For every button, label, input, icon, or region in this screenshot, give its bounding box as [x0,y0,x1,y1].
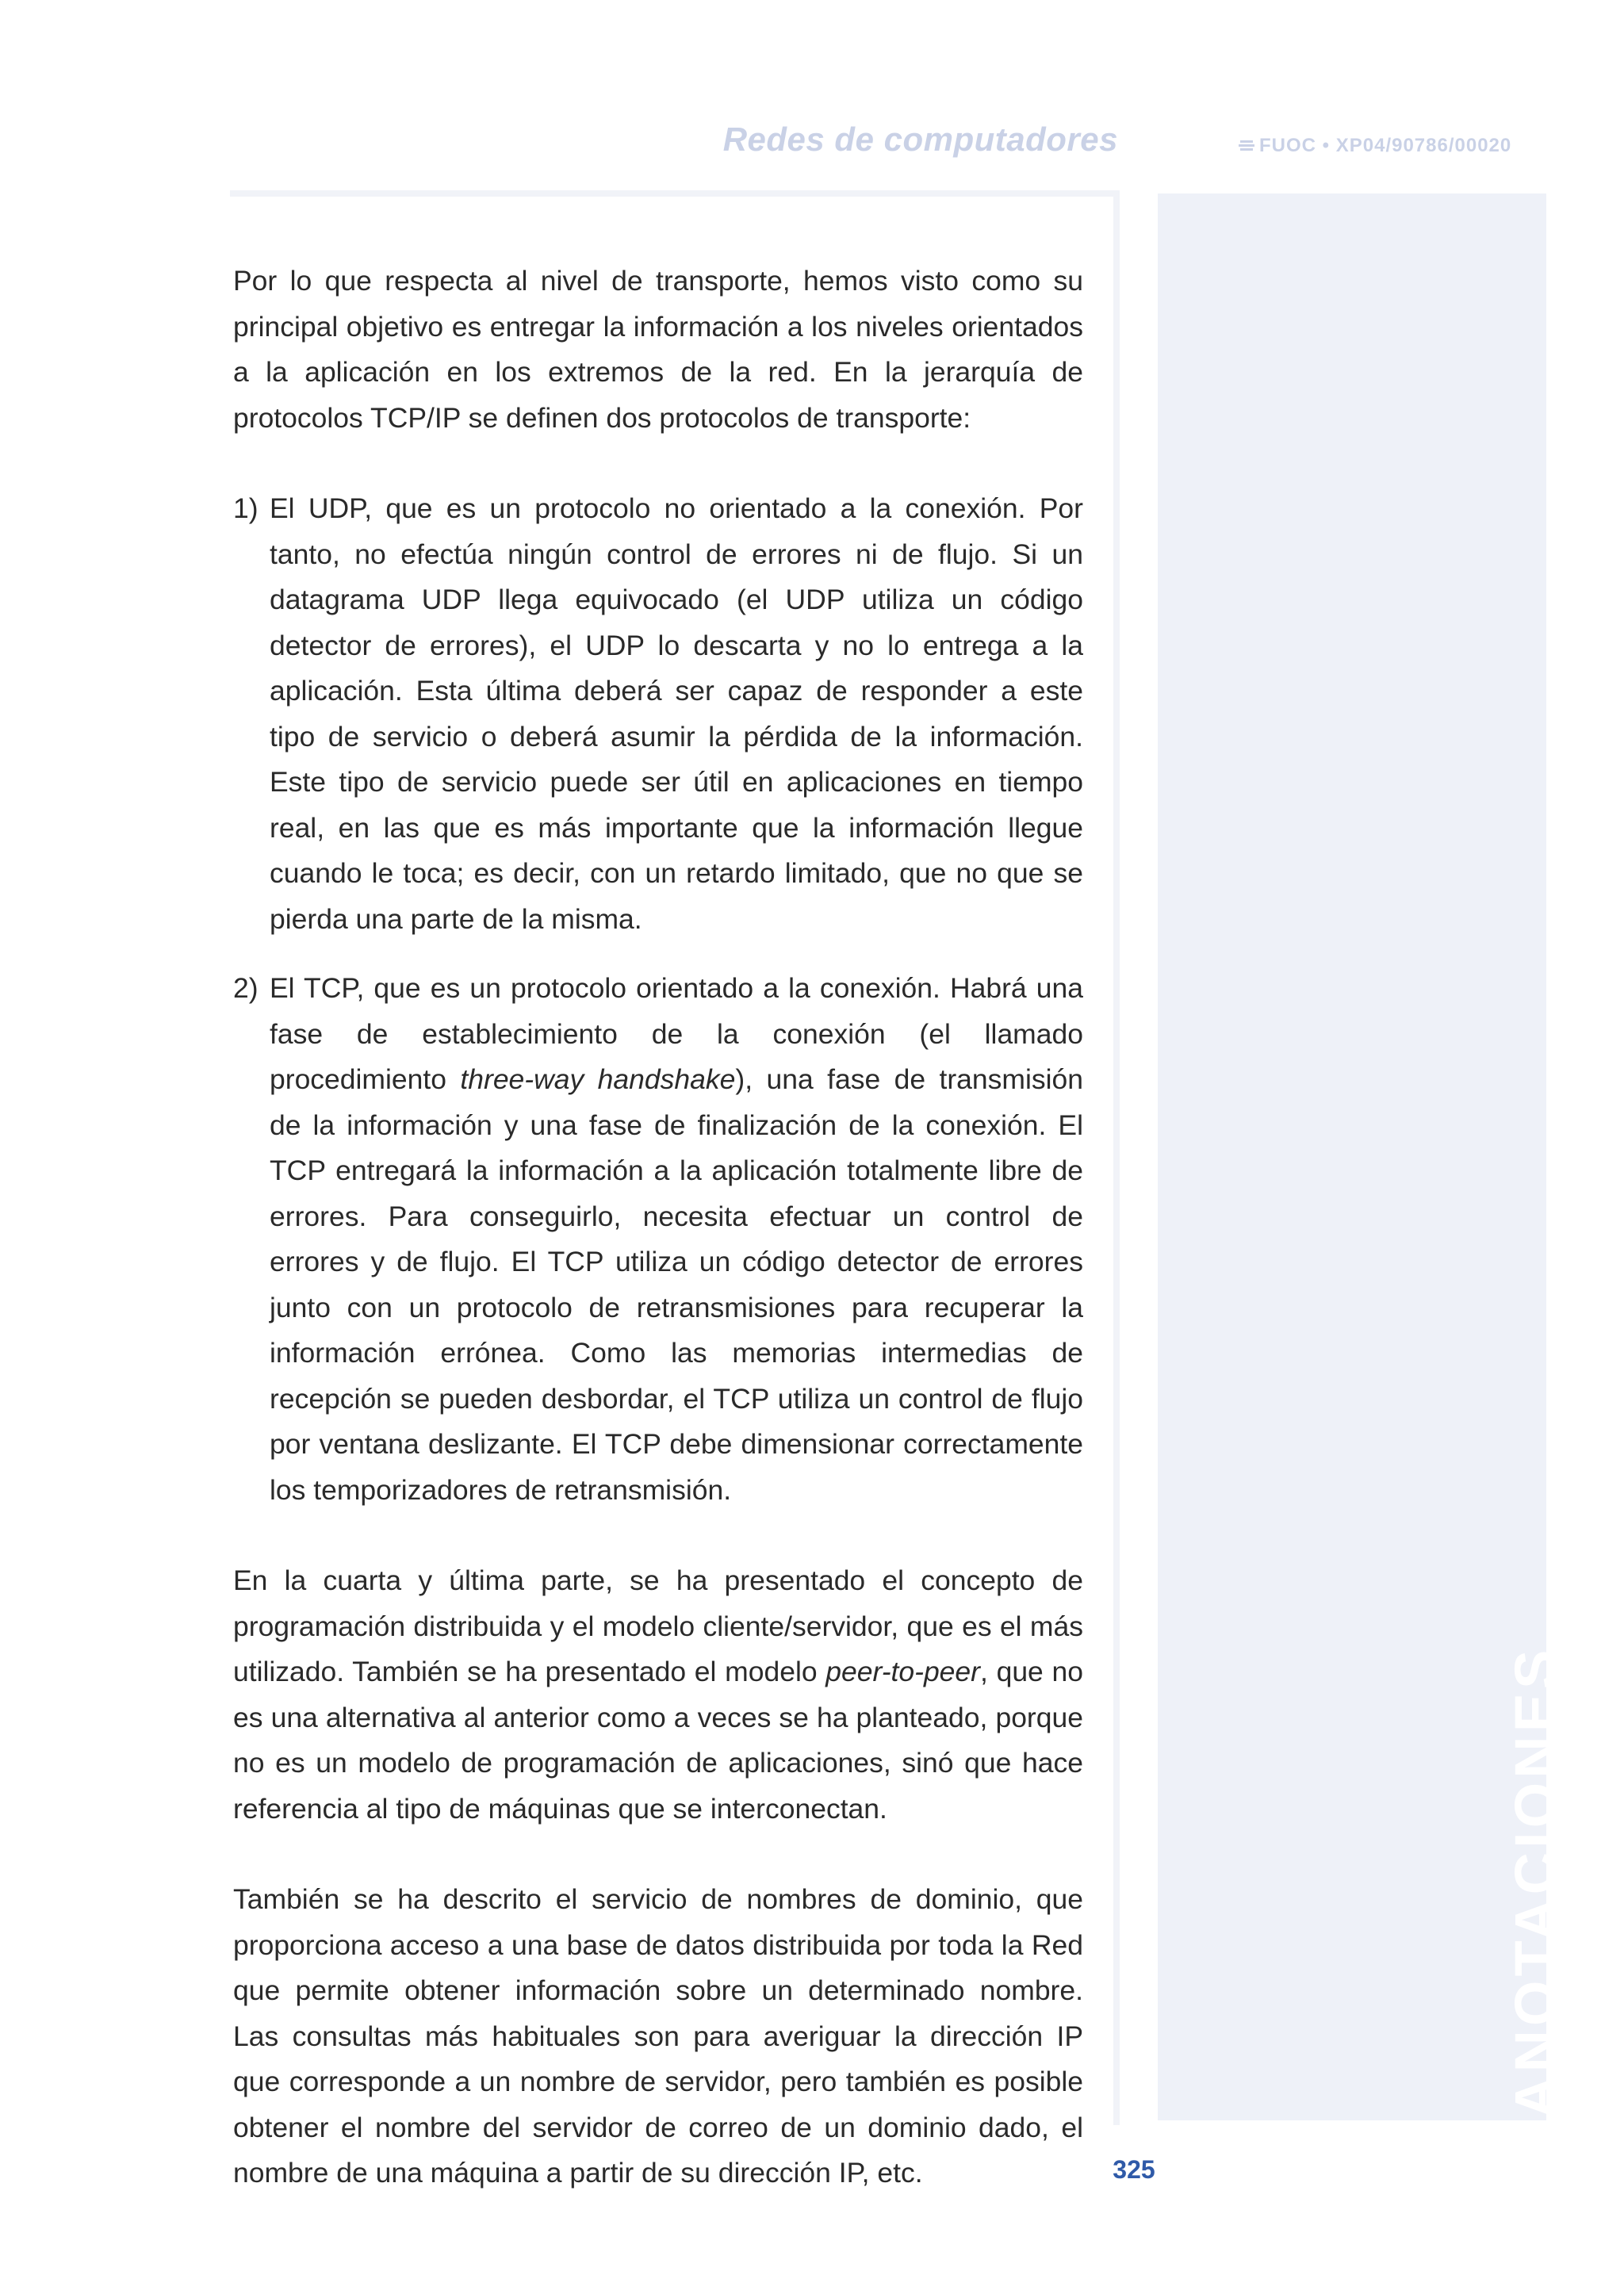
column-divider [1113,190,1120,2125]
annotations-margin [1158,193,1546,2120]
header-rule [230,190,1120,197]
list-item-text-continued: ), una fase de transmisión de la información y una fase de finalización de la conexión. El TCP entregará la información a la aplicación totalmente libre de errores. Para conseguirlo, necesita efectuar un control de errores y de flujo. El TCP utiliza un código detector de errores junto con un protocolo de retransmisiones para recuperar la información errónea. Como las memorias intermedias de recepción se pueden desbordar, el TCP utiliza un control de flujo por ventana deslizante. El TCP debe dimensionar correctamente los temporizadores de retransmisión. [270,1063,1083,1506]
paragraph-text-continued: , que no es una alternativa al anterior como a veces se ha planteado, porque no es un modelo de programación de aplicaciones, sinó que hace referencia al tipo de máquinas que se interconectan. [233,1656,1083,1825]
annotations-label: ANOTACIONES [1503,1645,1568,2119]
spacer [233,1832,1083,1877]
document-code: FUOC • XP04/90786/00020 [1259,135,1512,156]
list-item-text: El UDP, que es un protocolo no orientado a la conexión. Por tanto, no efectúa ningún control de errores ni de flujo. Si un datagrama UDP llega equivocado (el UDP utiliza un código detector de errores), el UDP lo descarta y no lo entrega a la aplicación. Esta última deberá ser capaz de responder a este tipo de servicio o deberá asumir la pérdida de la información. Este tipo de servicio puede ser útil en aplicaciones en tiempo real, en las que es más importante que la información llegue cuando le toca; es decir, con un retardo limitado, que no que se pierda una parte de la misma. [270,492,1083,935]
spacer [233,1513,1083,1558]
list-item-tcp [233,966,1083,1513]
paragraph-dns: También se ha descrito el servicio de nombres de dominio, que proporciona acceso a una base de datos distribuida por toda la Red que permite obtener información sobre un determinado nombre. Las consultas más habituales son para averiguar la dirección IP que corresponde a un nombre de servidor, pero también es posible obtener el nombre del servidor de correo de un dominio dado, el nombre de una máquina a partir de su dirección IP, etc. [233,1883,1083,2189]
fuoc-logo-icon [1239,139,1254,153]
list-item-udp [233,486,1083,942]
list-number: 2) [233,972,259,1004]
running-header-title: Redes de computadores [722,121,1118,158]
list-number: 1) [233,492,259,524]
main-text [233,259,1083,2196]
spacer [233,441,1083,486]
running-header-code [1239,135,1511,157]
paragraph-programming [233,1558,1083,1832]
page-number: 325 [1113,2155,1155,2184]
list-item-text: El TCP, que es un protocolo orientado a la conexión. Habrá una fase de establecimiento de la conexión (el llamado procedimiento [270,972,1083,1095]
protocol-list [233,486,1083,1513]
paragraph-intro: Por lo que respecta al nivel de transporte, hemos visto como su principal objetivo es entregar la información a los niveles orientados a la aplicación en los extremos de la red. En la jerarquía de protocolos TCP/IP se definen dos protocolos de transporte: [233,265,1083,434]
emphasis-term: peer-to-peer [825,1656,980,1687]
emphasis-term: three-way handshake [460,1063,736,1095]
paragraph-text: En la cuarta y última parte, se ha presentado el concepto de programación distribuida y el modelo cliente/servidor, que es el más utilizado. También se ha presentado el modelo [233,1564,1083,1687]
